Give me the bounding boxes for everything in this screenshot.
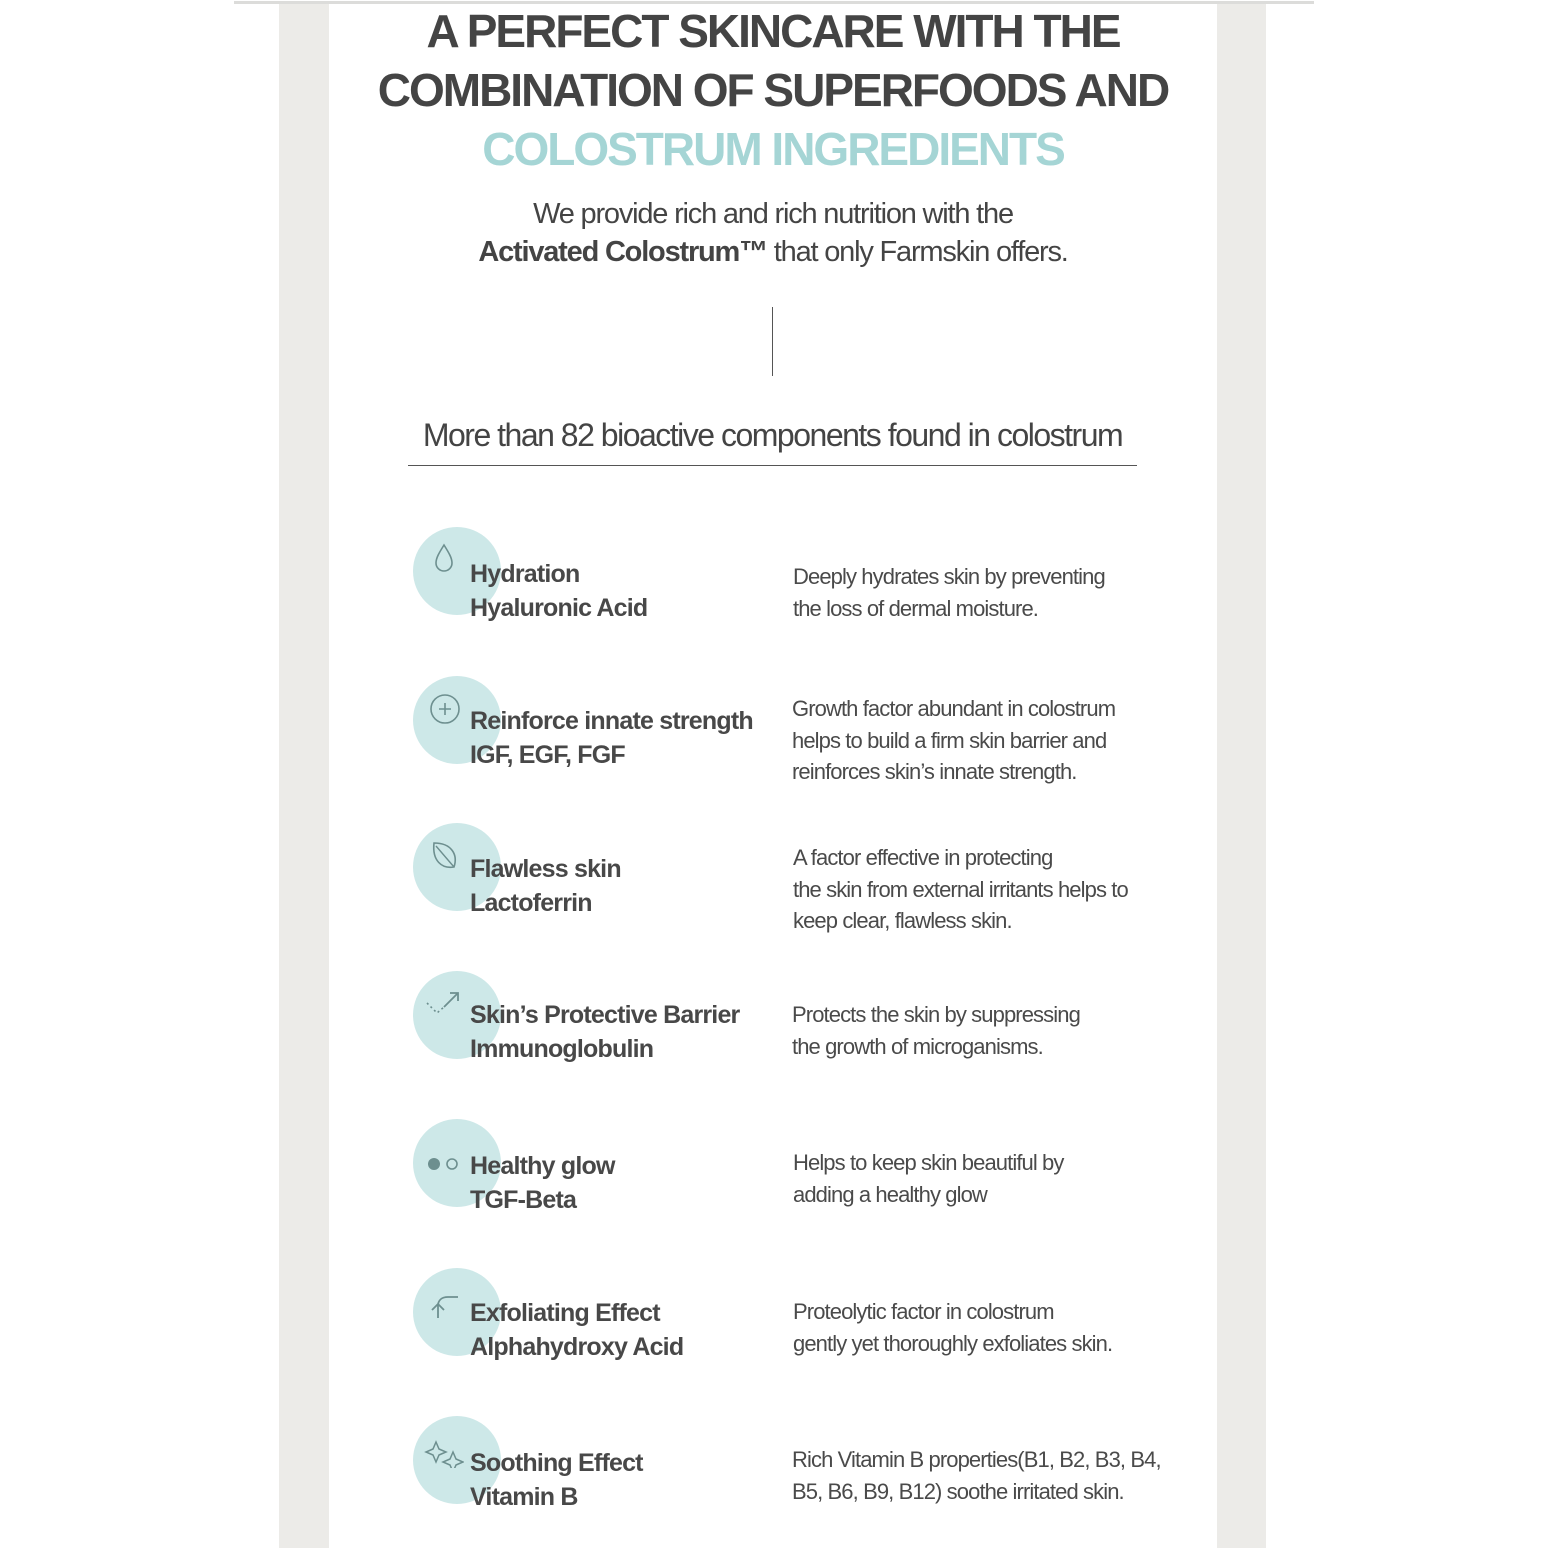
right-gutter — [1217, 4, 1266, 1548]
benefit-ingredient: Lactoferrin — [470, 889, 592, 917]
curved-arrow-icon — [424, 1280, 464, 1320]
water-drop-icon — [424, 539, 464, 579]
benefit-item-exfoliating — [412, 1268, 1172, 1408]
benefit-name: Flawless skin — [470, 855, 621, 883]
description-line: helps to build a firm skin barrier and — [792, 727, 1107, 753]
benefit-description — [792, 693, 1172, 788]
benefit-item-barrier — [412, 971, 1172, 1111]
benefit-title — [470, 704, 790, 772]
benefit-ingredient: Immunoglobulin — [470, 1035, 654, 1063]
description-line: gently yet thoroughly exfoliates skin. — [793, 1330, 1113, 1356]
benefit-name: Soothing Effect — [470, 1449, 643, 1477]
benefit-title — [470, 998, 790, 1066]
headline-accent-line: COLOSTRUM INGREDIENTS — [482, 123, 1064, 175]
benefit-ingredient: IGF, EGF, FGF — [470, 741, 625, 769]
benefit-item-soothing — [412, 1416, 1172, 1556]
description-line: Deeply hydrates skin by preventing — [793, 564, 1105, 589]
benefit-title — [470, 557, 790, 625]
benefit-ingredient: Hyaluronic Acid — [470, 594, 648, 622]
headline-line-1: A PERFECT SKINCARE WITH THE — [426, 5, 1120, 57]
benefit-title — [470, 1149, 790, 1217]
section-title: More than 82 bioactive components found in colostrum — [408, 414, 1137, 466]
description-line: reinforces skin’s innate strength. — [792, 759, 1077, 784]
benefit-description — [793, 842, 1173, 937]
benefit-description — [793, 1147, 1173, 1210]
description-line: keep clear, flawless skin. — [793, 908, 1012, 933]
intro-line-1: We provide rich and rich nutrition with the — [533, 198, 1013, 230]
benefit-item-hydration — [412, 527, 1172, 667]
headline-line-2: COMBINATION OF SUPERFOODS AND — [377, 64, 1169, 116]
description-line: Helps to keep skin beautiful by — [793, 1150, 1064, 1175]
benefit-description — [792, 999, 1172, 1062]
benefit-item-flawless — [412, 823, 1172, 963]
description-line: A factor effective in protecting — [793, 845, 1053, 870]
benefit-ingredient: TGF-Beta — [470, 1186, 577, 1214]
intro-brand: Activated Colostrum™ — [478, 236, 767, 268]
intro-line-2-rest: that only Farmskin offers. — [766, 236, 1068, 268]
sparkle-icon — [424, 1428, 464, 1468]
two-dots-icon — [424, 1131, 464, 1171]
benefit-title — [470, 852, 790, 920]
benefit-name: Skin’s Protective Barrier — [470, 1001, 740, 1029]
benefit-item-glow — [412, 1119, 1172, 1259]
description-line: the loss of dermal moisture. — [793, 595, 1039, 621]
benefit-description — [793, 1296, 1173, 1359]
trend-up-arrow-icon — [424, 983, 464, 1023]
benefit-name: Hydration — [470, 560, 580, 588]
description-line: Protects the skin by suppressing — [792, 1002, 1080, 1027]
leaf-icon — [424, 835, 464, 875]
description-line: the skin from external irritants helps to — [793, 876, 1128, 902]
benefit-title — [470, 1296, 790, 1364]
description-line: Growth factor abundant in colostrum — [792, 696, 1116, 721]
vertical-divider — [772, 307, 773, 376]
plus-circle-icon — [424, 688, 464, 728]
benefit-name: Reinforce innate strength — [470, 707, 753, 735]
benefit-item-strength — [412, 676, 1172, 816]
benefit-name: Healthy glow — [470, 1152, 615, 1180]
headline — [329, 2, 1217, 179]
description-line: adding a healthy glow — [793, 1181, 987, 1207]
description-line: Proteolytic factor in colostrum — [793, 1299, 1054, 1324]
intro-text — [329, 195, 1217, 271]
benefit-description — [792, 1444, 1172, 1507]
description-line: Rich Vitamin B properties(B1, B2, B3, B4, — [792, 1447, 1161, 1472]
intro-line-2 — [329, 233, 1217, 271]
benefit-description — [793, 561, 1173, 624]
benefit-ingredient: Vitamin B — [470, 1483, 578, 1511]
benefit-name: Exfoliating Effect — [470, 1299, 660, 1327]
benefit-ingredient: Alphahydroxy Acid — [470, 1333, 684, 1361]
description-line: B5, B6, B9, B12) soothe irritated skin. — [792, 1478, 1124, 1504]
left-gutter — [279, 4, 329, 1548]
description-line: the growth of microganisms. — [792, 1033, 1043, 1059]
benefit-title — [470, 1446, 790, 1514]
